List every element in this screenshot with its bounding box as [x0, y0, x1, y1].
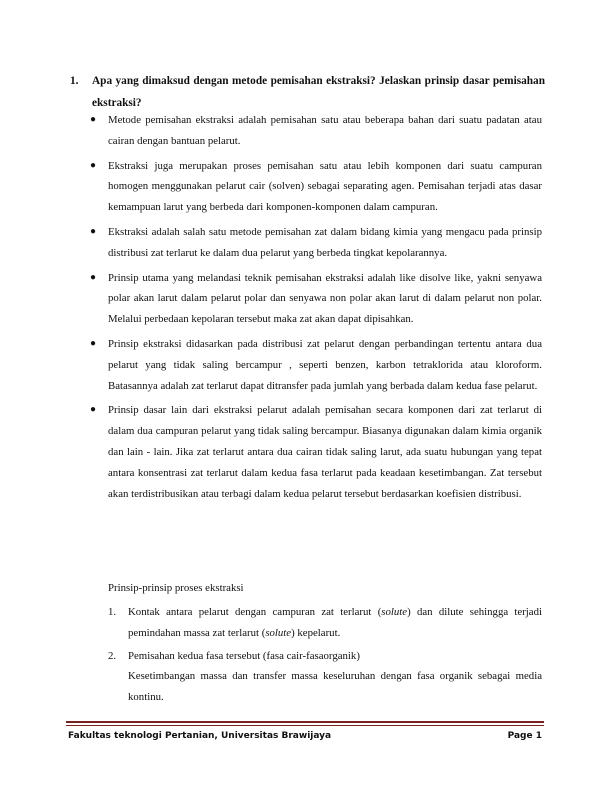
page-number: Page 1: [507, 731, 542, 741]
bullet-icon: ●: [90, 159, 97, 171]
bullet-item: ● Metode pemisahan ekstraksi adalah pemisahan satu atau beberapa bahan dari suatu padatan atau cairan dengan bantuan pelarut.: [90, 110, 542, 152]
bullet-item: ● Prinsip utama yang melandasi teknik pemisahan ekstraksi adalah like disolve like, yakni senyawa polar akan larut dalam pelarut polar dan senyawa non polar akan larut di dalam pelarut non polar. Melalui perbedaan kepolaran tersebut maka zat akan dapat dipisahkan.: [90, 268, 542, 330]
question-number: 1.: [70, 75, 79, 87]
bullet-list: [90, 110, 542, 508]
footer-rule: [66, 721, 544, 726]
bullet-icon: ●: [90, 225, 97, 237]
list-number: 2.: [108, 649, 117, 662]
list-number: 1.: [108, 606, 117, 618]
page-footer: [68, 731, 542, 741]
question-heading: [70, 70, 545, 114]
bullet-icon: ●: [90, 337, 97, 349]
list-item: 2. Pemisahan kedua fasa tersebut (fasa cair-fasaorganik) Kesetimbangan massa dan transfer massa keseluruhan dengan fasa organik sebagai media kontinu.: [108, 646, 542, 708]
bullet-icon: ●: [90, 404, 97, 416]
question-text: Apa yang dimaksud dengan metode pemisahan ekstraksi? Jelaskan prinsip dasar pemisahan ekstraksi?: [92, 75, 545, 109]
bullet-icon: ●: [90, 114, 97, 125]
footer-institution: Fakultas teknologi Pertanian, Universitas Brawijaya: [68, 731, 332, 741]
bullet-item: ● Ekstraksi juga merupakan proses pemisahan satu atau lebih komponen dari suatu campuran homogen menggunakan pelarut cair (solven) sebagai separating agen. Pemisahan terjadi atas dasar kemampuan larut yang berbeda dari komponen-komponen dalam campuran.: [90, 156, 542, 218]
bullet-item: ● Prinsip dasar lain dari ekstraksi pelarut adalah pemisahan secara komponen dari zat terlarut di dalam dua campuran pelarut yang tidak saling bercampur. Biasanya digunakan dalam kimia organik dan lain - lain. Jika zat terlarut antara dua cairan tidak saling larut, ada suatu hubungan yang tepat antara konsentrasi zat terlarut dalam kedua fasa terlarut pada keadaan kesetimbangan. Zat tersebut akan terdistribusikan atau terbagi dalam kedua pelarut tersebut berdasarkan koefisien distribusi.: [90, 400, 542, 504]
list-item: 1. Kontak antara pelarut dengan campuran zat terlarut (solute) dan dilute sehingga terjadi pemindahan massa zat terlarut (solute) kepelarut.: [108, 602, 542, 644]
bullet-item: ● Ekstraksi adalah salah satu metode pemisahan zat dalam bidang kimia yang mengacu pada prinsip distribusi zat terlarut ke dalam dua pelarut yang berbeda tingkat kepolarannya.: [90, 222, 542, 264]
bullet-icon: ●: [90, 271, 97, 283]
sub-heading: Prinsip-prinsip proses ekstraksi: [108, 582, 244, 594]
bullet-item: ● Prinsip ekstraksi didasarkan pada distribusi zat pelarut dengan perbandingan tertentu antara dua pelarut yang tidak saling bercampur , seperti benzen, karbon tetraklorida atau kloroform. Batasannya adalah zat terlarut dapat ditransfer pada jumlah yang berbada dalam kedua fase pelarut.: [90, 334, 542, 396]
numbered-list: [108, 602, 542, 710]
